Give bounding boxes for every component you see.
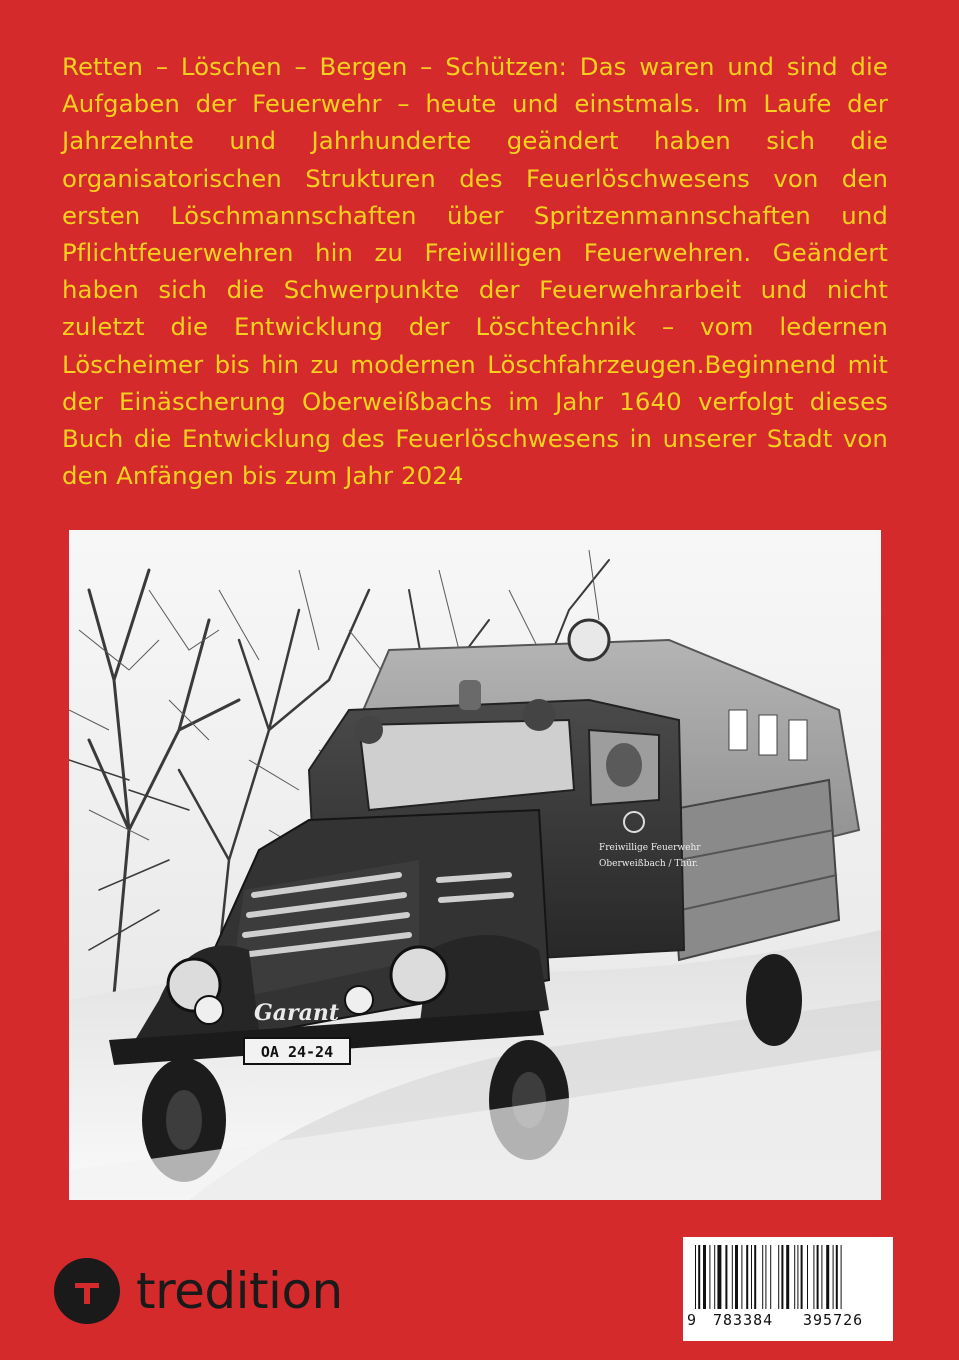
barcode-bar (813, 1245, 814, 1309)
barcode-bar (841, 1245, 842, 1309)
barcode-bar (751, 1245, 752, 1309)
barcode-lead-digit: 9 (687, 1311, 697, 1329)
door-lettering-1: Freiwillige Feuerwehr (599, 843, 701, 853)
barcode-bar (821, 1245, 822, 1309)
back-cover-blurb: Retten – Löschen – Bergen – Schützen: Das waren und sind die Aufgaben der Feuerwehr – heute und einstmals. Im Laufe der Jahrzehnte und Jahrhunderte geändert haben sich die organisatorischen Strukturen des Feuerlöschwesens von den ersten Löschmannschaften über Spritzenmannschaften und Pflichtfeuerwehren hin zu Freiwilligen Feuerwehren. Geändert haben sich die Schwerpunkte der Feuerwehrarbeit und nicht zuletzt die Entwicklung der Löschtechnik – vom ledernen Löscheimer bis hin zu modernen Löschfahrzeugen.Beginnend mit der Einäscherung Oberweißbachs im Jahr 1640 verfolgt dieses Buch die Entwicklung des Feuerlöschwesens in unserer Stadt von den Anfängen bis zum Jahr 2024 (62, 52, 888, 491)
barcode-bar (770, 1245, 771, 1309)
barcode-bar (794, 1245, 795, 1309)
barcode-bar (741, 1245, 742, 1309)
publisher-logo (54, 1258, 343, 1324)
barcode-bar (797, 1245, 798, 1309)
barcode-bar (754, 1245, 756, 1309)
barcode-group-2: 395726 (803, 1311, 864, 1329)
barcode-bar (817, 1245, 819, 1309)
barcode-bar (732, 1245, 733, 1309)
barcode-bar (698, 1245, 700, 1309)
barcode-bar (703, 1245, 706, 1309)
door-lettering-2: Oberweißbach / Thür. (599, 859, 699, 869)
barcode-bar (781, 1245, 783, 1309)
barcode-bar (762, 1245, 763, 1309)
barcode-group-1: 783384 (713, 1311, 774, 1329)
license-plate: OA 24-24 (260, 1043, 334, 1061)
barcode-bar (765, 1245, 766, 1309)
barcode-bar (735, 1245, 738, 1309)
barcode-bar (778, 1245, 779, 1309)
barcode-bar (717, 1245, 721, 1309)
barcode-bar (836, 1245, 838, 1309)
fire-truck-photo (69, 530, 881, 1200)
barcode-bar (786, 1245, 789, 1309)
tredition-logo-icon (54, 1258, 120, 1324)
barcode-bar (833, 1245, 834, 1309)
barcode-bar (801, 1245, 803, 1309)
barcode-bars (695, 1245, 881, 1309)
isbn-barcode (683, 1237, 893, 1341)
barcode-bar (709, 1245, 710, 1309)
barcode-bar (746, 1245, 748, 1309)
grille-badge: Garant (254, 1000, 340, 1026)
barcode-bar (714, 1245, 715, 1309)
publisher-name: tredition (136, 1262, 343, 1320)
barcode-bar (695, 1245, 696, 1309)
barcode-bar (807, 1245, 808, 1309)
barcode-bar (725, 1245, 727, 1309)
barcode-bar (826, 1245, 829, 1309)
